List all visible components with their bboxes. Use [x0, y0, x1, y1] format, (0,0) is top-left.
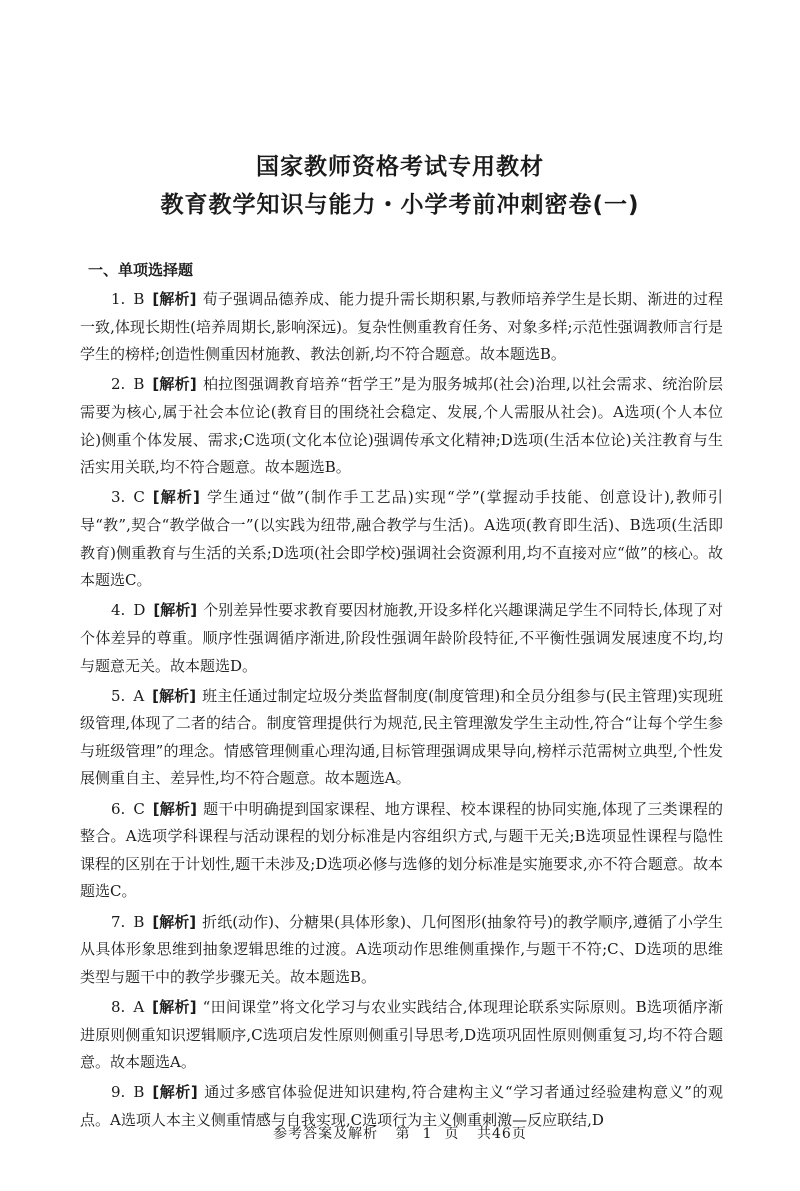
- answer-letter: B: [133, 1083, 145, 1102]
- analysis-text: 荀子强调品德养成、能力提升需长期积累,与教师培养学生是长期、渐进的过程一致,体现长期性(培养周期长,影响深远)。复杂性侧重教育任务、对象多样;示范性强调教师言行是学生的榜样;创造性侧重因材施教、教法创新,均不符合题意。故本题选B。: [80, 290, 723, 364]
- footer-page-prefix: 第: [395, 1126, 411, 1142]
- analysis-tag: [解析]: [152, 488, 200, 507]
- answer-item-7: [80, 909, 723, 992]
- analysis-text: 班主任通过制定垃圾分类监督制度(制度管理)和全员分组参与(民主管理)实现班级管理,体现了二者的结合。制度管理提供行为规范,民主管理激发学生主动性,符合“让每个学生参与班级管理”的理念。情感管理侧重心理沟通,目标管理强调成果导向,榜样示范需树立典型,个性发展侧重自主、差异性,均不符合题意。故本题选A。: [80, 686, 723, 788]
- analysis-tag: [解析]: [152, 290, 197, 308]
- paper-title: 教育教学知识与能力・小学考前冲刺密卷(一): [160, 192, 640, 218]
- question-number: 1.: [111, 290, 126, 308]
- analysis-text: 通过多感官体验促进知识建构,符合建构主义“学习者通过经验建构意义”的观点。A选项人本主义侧重情感与自我实现,C选项行为主义侧重刺激—反应联结,D: [80, 1083, 723, 1129]
- analysis-tag: [解析]: [152, 799, 197, 818]
- answer-content: [80, 256, 723, 1137]
- footer-total-pages: 共46页: [477, 1126, 527, 1142]
- answer-letter: B: [133, 290, 145, 308]
- question-number: 3.: [111, 488, 126, 507]
- analysis-text: 个别差异性要求教育要因材施教,开设多样化兴趣课满足学生不同特长,体现了对个体差异的尊重。顺序性强调循序渐进,阶段性强调年龄阶段特征,不平衡性强调发展速度不均,均与题意无关。故本题选D。: [80, 601, 723, 675]
- analysis-tag: [解析]: [152, 686, 197, 705]
- analysis-tag: [解析]: [153, 601, 198, 620]
- answer-letter: D: [133, 601, 146, 620]
- analysis-text: 学生通过“做”(制作手工艺品)实现“学”(掌握动手技能、创意设计),教师引导“教”,契合“教学做合一”(以实践为纽带,融合教学与生活)。A选项(教育即生活)、B选项(生活即教育)侧重教育与生活的关系;D选项(社会即学校)强调社会资源利用,均不直接对应“做”的核心。故本题选C。: [80, 488, 723, 590]
- analysis-text: 折纸(动作)、分糖果(具体形象)、几何图形(抽象符号)的教学顺序,遵循了小学生从具体形象思维到抽象逻辑思维的过渡。A选项动作思维侧重操作,与题干不符;C、D选项的思维类型与题干中的教学步骤无关。故本题选B。: [80, 912, 723, 986]
- answer-item-8: [80, 994, 723, 1077]
- answer-item-3: [80, 484, 723, 594]
- analysis-tag: [解析]: [152, 375, 197, 394]
- answer-letter: A: [133, 686, 145, 705]
- footer-page-suffix: 页: [444, 1126, 460, 1142]
- analysis-text: 柏拉图强调教育培养“哲学王”是为服务城邦(社会)治理,以社会需求、统治阶层需要为核心,属于社会本位论(教育目的围绕社会稳定、发展,个人需服从社会)。A选项(个人本位论)侧重个体发展、需求;C选项(文化本位论)强调传承文化精神;D选项(生活本位论)关注教育与生活实用关联,均不符合题意。故本题选B。: [80, 375, 724, 477]
- book-title: 国家教师资格考试专用教材: [256, 154, 544, 180]
- question-number: 6.: [111, 799, 126, 818]
- analysis-tag: [解析]: [152, 998, 197, 1016]
- question-number: 2.: [111, 375, 126, 394]
- question-number: 4.: [111, 601, 126, 620]
- answer-item-5: [80, 683, 723, 793]
- question-number: 9.: [111, 1083, 126, 1102]
- analysis-text: 题干中明确提到国家课程、地方课程、校本课程的协同实施,体现了三类课程的整合。A选项学科课程与活动课程的划分标准是内容组织方式,与题干无关;B选项显性课程与隐性课程的区别在于计划性,题干未涉及;D选项必修与选修的划分标准是实施要求,亦不符合题意。故本题选C。: [80, 799, 723, 901]
- footer-label: 参考答案及解析: [273, 1126, 379, 1142]
- answer-letter: B: [133, 912, 145, 931]
- question-number: 8.: [111, 998, 126, 1016]
- analysis-tag: [解析]: [152, 1083, 198, 1102]
- section-heading: 一、单项选择题: [88, 261, 194, 279]
- page-footer: [0, 1124, 800, 1144]
- answer-item-4: [80, 597, 723, 680]
- answer-item-2: [80, 371, 723, 481]
- answer-item-1: [80, 286, 723, 369]
- title-block: [0, 150, 800, 224]
- answer-letter: C: [133, 488, 145, 507]
- question-number: 7.: [111, 912, 126, 931]
- analysis-tag: [解析]: [152, 912, 197, 931]
- answer-letter: C: [133, 799, 145, 818]
- answer-item-6: [80, 796, 723, 906]
- question-number: 5.: [111, 686, 126, 705]
- analysis-text: “田间课堂”将文化学习与农业实践结合,体现理论联系实际原则。B选项循序渐进原则侧重知识逻辑顺序,C选项启发性原则侧重引导思考,D选项巩固性原则侧重复习,均不符合题意。故本题选A。: [80, 998, 723, 1072]
- answer-letter: B: [133, 375, 145, 394]
- answer-letter: A: [133, 998, 145, 1016]
- footer-page-number: 1: [422, 1126, 433, 1142]
